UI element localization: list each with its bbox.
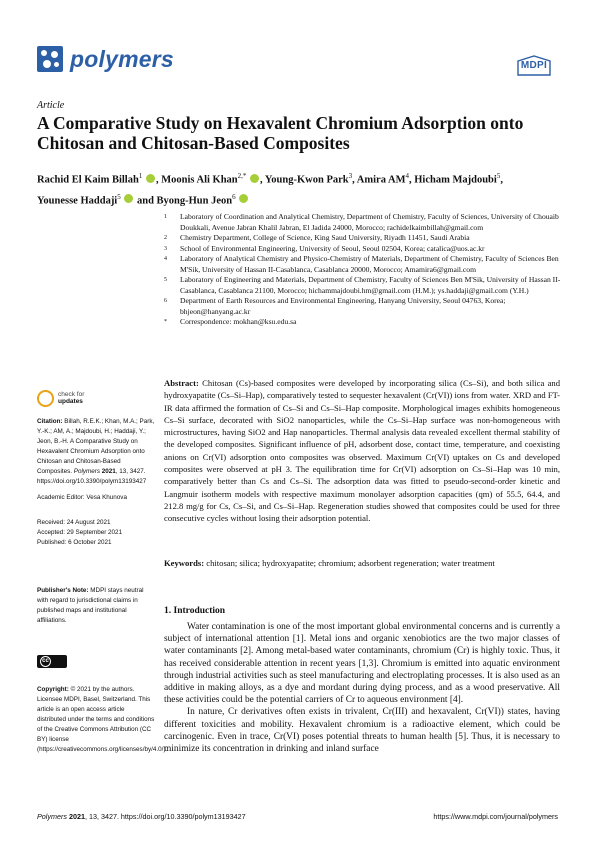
affiliation-list [164, 212, 564, 328]
article-type: Article [37, 100, 65, 111]
author-affiliation-mark: 3 [348, 172, 353, 180]
affiliation-text: School of Environmental Engineering, University of Seoul, Seoul 02504, Korea; catalica@uos.ac.kr [180, 243, 485, 253]
history-block [37, 518, 155, 548]
abstract-label: Abstract: [164, 378, 199, 388]
footer-year: 2021 [68, 812, 85, 821]
abstract-text: Chitosan (Cs)-based composites were developed by incorporating silica (Cs–Si), and both silica and hydroxyapatite (Cs–Si–Hap), comparatively tested to sequester hexavalent (Cr(VI)) ions from water. XRD and FT-IR data affirmed the formation of Cs–Si and Cs–Si–Hap composite. Morphological images exhibits homogeneous Cs–Si surface, decorated with SiO2 nanoparticles, while the Cs–Si–Hap surface was non-homogeneous with microstructures, having SiO2 and Hap nanoparticles. Thermal analysis data revealed excellent thermal stability of the developed composites. Significant influence of pH, adsorbent dose, contact time, temperature, and coexisting anions on Cr(VI) adsorption onto composites was observed. Maximum Cr(VI) uptakes on Cs and developed composites were observed at pH 3. The equilibration time for Cr(VI) adsorption on Cs–Si–Hap was 10 min, comparatively better than Cs and Cs–Si. The adsorption data was fitted to pseudo-second-order kinetic and Langmuir isotherm models with respective maximum monolayer adsorption capacities (qm) of 55.5, 64.4, and 212.8 mg/g for Cs, Cs–Si, and Cs–Si–Hap. Regeneration studies showed that composites could be used for three consecutive cycles without losing their adsorption potential. [164, 378, 560, 524]
copyright-label: Copyright: [37, 686, 69, 693]
affiliation-number: 6 [164, 298, 167, 304]
author-affiliation-mark: 2,* [237, 172, 247, 180]
keywords [164, 557, 560, 569]
affiliation-number: 5 [164, 277, 167, 283]
accepted-date: Accepted: 29 September 2021 [37, 529, 123, 536]
received-date: Received: 24 August 2021 [37, 519, 111, 526]
mdpi-logo [515, 55, 553, 75]
author-name[interactable]: Byong-Hun Jeon [156, 195, 233, 206]
author-list: Rachid El Kaim Billah$^1$ , Moonis Ali Khan$^{2,*}$ , Young-Kwon Park$^3$, Amira $AM^4$, Hicham Majdoubi$^5$, Younesse Haddaji$^5$ and Byong-Hun Jeon$^6$ [37, 172, 503, 206]
paper-title: A Comparative Study on Hexavalent Chromium Adsorption onto Chitosan and Chitosan-Based Composites [37, 113, 524, 153]
affiliation-number: 2 [164, 235, 167, 241]
affiliation-item [164, 254, 564, 275]
author-affiliation-mark: 5 [496, 172, 501, 180]
affiliation-item [164, 244, 564, 255]
keywords-label: Keywords: [164, 558, 205, 568]
affiliation-text: Laboratory of Analytical Chemistry and Physico-Chemistry of Materials, Department of Chemistry, Faculty of Sciences Ben M'Sik, University of Hassan II-Casablanca, Casablanca 20000, Morocco; Amamira6@gmail.com [180, 254, 559, 274]
affiliation-number: 1 [164, 214, 167, 220]
affiliation-text: Laboratory of Engineering and Materials, Department of Chemistry, Faculty of Sciences Ben M'Sik, University of Hassan II-Casablanca, Casablanca 21100, Morocco; hichammajdoubi.hm@gmail.com (H.M.); ys.haddaji@gmail.com (Y.H.) [180, 275, 561, 295]
check-updates-icon [37, 390, 54, 407]
affiliation-item [164, 275, 564, 296]
author-name[interactable]: Amira AM [356, 174, 406, 186]
published-date: Published: 6 October 2021 [37, 539, 112, 546]
citation-label: Citation: [37, 418, 63, 425]
affiliation-number: 4 [164, 256, 167, 262]
mdpi-logo-text: MDPI [520, 60, 548, 71]
citation-year: 2021 [101, 468, 116, 475]
author-name[interactable]: Younesse Haddaji [37, 195, 118, 206]
affiliation-text: Department of Earth Resources and Environmental Engineering, Hanyang University, Seoul 04763, Korea; bhjeon@hanyang.ac.kr [180, 296, 506, 316]
citation-text: Billah, R.E.K.; Khan, M.A.; Park, Y.-K.; AM, A.; Majdoubi, H.; Haddaji, Y.; Jeon, B.-H. A Comparative Study on Hexavalent Chromium Adsorption onto Chitosan and Chitosan-Based Composites. [37, 418, 155, 475]
journal-logo-icon [37, 46, 63, 72]
affiliation-item [164, 296, 564, 317]
affiliation-text: Chemistry Department, College of Science, King Saud University, Riyadh 11451, Saudi Arabia [180, 233, 470, 242]
author-name[interactable]: Moonis Ali Khan [161, 174, 238, 186]
orcid-icon[interactable] [239, 194, 248, 203]
abstract [164, 377, 560, 525]
check-updates-label [58, 391, 84, 405]
orcid-icon[interactable] [124, 194, 133, 203]
author-name[interactable]: Rachid El Kaim Billah [37, 174, 139, 186]
check-for-updates-button[interactable] [37, 390, 147, 410]
publisher-note-text: MDPI stays neutral with regard to jurisdictional claims in published maps and institutional affiliations. [37, 587, 144, 624]
orcid-icon[interactable] [146, 174, 155, 183]
footer-citation [37, 812, 246, 821]
correspondence-text: Correspondence: mokhan@ksu.edu.sa [180, 317, 297, 326]
affiliation-number: * [164, 319, 167, 325]
affiliation-item [164, 317, 564, 328]
check-updates-line1: check for [58, 391, 85, 398]
section-body [164, 621, 560, 755]
footer-journal: Polymers [37, 812, 67, 821]
paragraph: Water contamination is one of the most important global environmental concerns and is currently a subject of international attention [1]. Metal ions and organic xenobiotics are the two major classes of water contaminants [2]. Among metal-based water contaminants, chromium (Cr) is highly toxic. Thus, it has received considerable attention in recent years [1,3]. Chromium is emitted into aquatic environment through industrial activities such as steel manufacturing and electroplating processes. It is also used as an additive in making alloys, as a dye and mordant during dying process, and as a wood preservative. All these activities could be the potential carriers of Cr to aqueous environment [4]. [164, 622, 560, 706]
copyright-text: © 2021 by the authors. Licensee MDPI, Basel, Switzerland. This article is an open access article distributed under the terms and conditions of the Creative Commons Attribution (CC BY) license (https://creativecommons.org/licenses/by/4.0/). [37, 686, 168, 753]
orcid-icon[interactable] [250, 174, 259, 183]
citation-journal: Polymers [73, 468, 100, 475]
footer-doi[interactable]: , 13, 3427. https://doi.org/10.3390/polym13193427 [84, 812, 246, 821]
publisher-note [37, 586, 155, 626]
footer-journal-url[interactable]: https://www.mdpi.com/journal/polymers [433, 812, 558, 821]
author-affiliation-mark: 5 [117, 192, 121, 201]
copyright-block [37, 685, 168, 755]
citation-doi[interactable]: , 13, 3427. https://doi.org/10.3390/polym13193427 [37, 468, 147, 485]
author-name[interactable]: Young-Kwon Park [264, 174, 349, 186]
author-affiliation-mark: 1 [138, 172, 143, 180]
cc-license-icon[interactable]: cc [37, 655, 67, 668]
affiliation-number: 3 [164, 245, 167, 252]
author-conjunction: and [136, 195, 154, 206]
citation-block [37, 417, 155, 487]
paragraph: In nature, Cr derivatives often exists in trivalent, Cr(III) and hexavalent, Cr(VI)) states, having different toxicities and mobility. Hexavalent chromium is a radioactive element, which could be carcinogenic. Even in trace, Cr(VI) poses potential threats to human health [5]. Thus, it is necessary to minimize its concentration in drinking and inland surface [164, 707, 560, 755]
affiliation-text: Laboratory of Coordination and Analytical Chemistry, Department of Chemistry, Faculty of Sciences, University of Chouaib Doukkali, Avenue Jabran Khalil Jabran, El Jadida 24000, Morocco; rachidelkaimbillah@gmail.com [180, 212, 559, 232]
author-name[interactable]: Hicham Majdoubi [414, 174, 497, 186]
check-updates-line2: updates [58, 398, 83, 405]
publisher-note-label: Publisher's Note: [37, 587, 89, 594]
affiliation-item [164, 233, 564, 244]
section-heading: 1. Introduction [164, 606, 226, 616]
affiliation-item [164, 212, 564, 233]
journal-name: polymers [70, 46, 174, 72]
author-affiliation-mark: 4 [405, 172, 409, 180]
academic-editor: Academic Editor: Vesa Khunova [37, 494, 127, 501]
keywords-text: chitosan; silica; hydroxyapatite; chromium; adsorbent regeneration; water treatment [206, 558, 495, 568]
author-affiliation-mark: 6 [232, 192, 236, 201]
